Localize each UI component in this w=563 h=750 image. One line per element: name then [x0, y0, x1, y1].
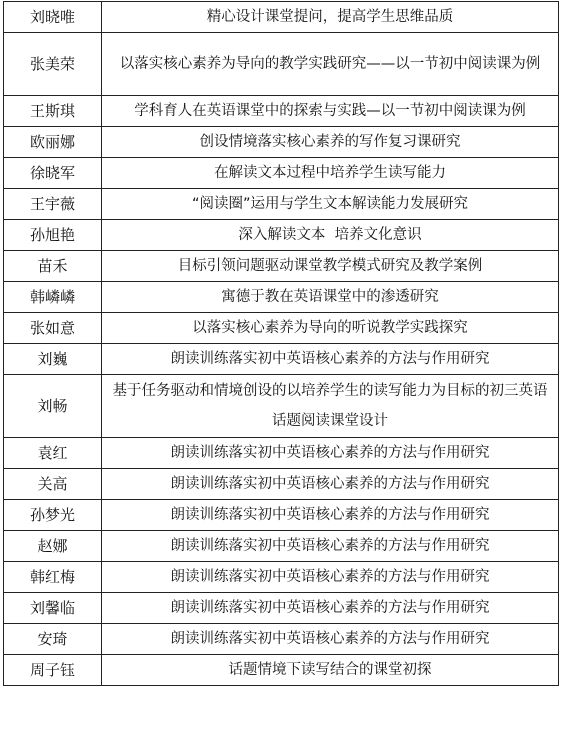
teacher-name-cell: 孙梦光 — [4, 500, 102, 531]
table-row — [4, 655, 559, 686]
table-body — [4, 2, 559, 686]
topic-title-cell: 在解读文本过程中培养学生读写能力 — [102, 158, 559, 189]
topic-title-cell: 目标引领问题驱动课堂教学模式研究及教学案例 — [102, 251, 559, 282]
table-row — [4, 220, 559, 251]
table-row — [4, 282, 559, 313]
topic-title-cell: 寓德于教在英语课堂中的渗透研究 — [102, 282, 559, 313]
table-row — [4, 469, 559, 500]
topic-title-cell: 朗读训练落实初中英语核心素养的方法与作用研究 — [102, 344, 559, 375]
teacher-name-cell: 刘馨临 — [4, 593, 102, 624]
topic-title-cell: 朗读训练落实初中英语核心素养的方法与作用研究 — [102, 469, 559, 500]
teacher-name-cell: 韩红梅 — [4, 562, 102, 593]
table-row — [4, 375, 559, 438]
teacher-name-cell: 袁红 — [4, 438, 102, 469]
topic-title-cell: 话题情境下读写结合的课堂初探 — [102, 655, 559, 686]
topic-title-cell: 朗读训练落实初中英语核心素养的方法与作用研究 — [102, 624, 559, 655]
topic-title-cell: 朗读训练落实初中英语核心素养的方法与作用研究 — [102, 562, 559, 593]
teacher-name-cell: 苗禾 — [4, 251, 102, 282]
table-row — [4, 438, 559, 469]
teacher-name-cell: 张美荣 — [4, 33, 102, 96]
topic-title-cell: 以落实核心素养为导向的教学实践研究——以一节初中阅读课为例 — [102, 33, 559, 96]
table-row — [4, 624, 559, 655]
topic-title-cell: 朗读训练落实初中英语核心素养的方法与作用研究 — [102, 531, 559, 562]
research-topics-table — [3, 1, 559, 686]
table-row — [4, 189, 559, 220]
teacher-name-cell: 张如意 — [4, 313, 102, 344]
table-row — [4, 500, 559, 531]
topic-title-cell: 朗读训练落实初中英语核心素养的方法与作用研究 — [102, 593, 559, 624]
teacher-name-cell: 安琦 — [4, 624, 102, 655]
topic-title-cell: 深入解读文本 培养文化意识 — [102, 220, 559, 251]
table-row — [4, 33, 559, 96]
table-row — [4, 313, 559, 344]
teacher-name-cell: 王斯琪 — [4, 96, 102, 127]
teacher-name-cell: 王宇薇 — [4, 189, 102, 220]
table-row — [4, 127, 559, 158]
teacher-name-cell: 赵娜 — [4, 531, 102, 562]
teacher-name-cell: 韩嶙嶙 — [4, 282, 102, 313]
table-row — [4, 96, 559, 127]
teacher-name-cell: 孙旭艳 — [4, 220, 102, 251]
table-row — [4, 593, 559, 624]
topic-title-cell: 学科育人在英语课堂中的探索与实践—以一节初中阅读课为例 — [102, 96, 559, 127]
table-row — [4, 344, 559, 375]
teacher-name-cell: 欧丽娜 — [4, 127, 102, 158]
teacher-name-cell: 周子钰 — [4, 655, 102, 686]
teacher-name-cell: 刘畅 — [4, 375, 102, 438]
teacher-name-cell: 刘巍 — [4, 344, 102, 375]
topic-title-cell: 精心设计课堂提问，提高学生思维品质 — [102, 2, 559, 33]
topic-title-cell: 以落实核心素养为导向的听说教学实践探究 — [102, 313, 559, 344]
topic-title-cell: 基于任务驱动和情境创设的以培养学生的读写能力为目标的初三英语话题阅读课堂设计 — [102, 375, 559, 438]
topic-title-cell: 朗读训练落实初中英语核心素养的方法与作用研究 — [102, 500, 559, 531]
teacher-name-cell: 关高 — [4, 469, 102, 500]
topic-title-cell: 朗读训练落实初中英语核心素养的方法与作用研究 — [102, 438, 559, 469]
table-row — [4, 158, 559, 189]
table-row — [4, 531, 559, 562]
table-row — [4, 562, 559, 593]
teacher-name-cell: 刘晓唯 — [4, 2, 102, 33]
topic-title-cell: “阅读圈”运用与学生文本解读能力发展研究 — [102, 189, 559, 220]
table-row — [4, 2, 559, 33]
topic-title-cell: 创设情境落实核心素养的写作复习课研究 — [102, 127, 559, 158]
teacher-name-cell: 徐晓军 — [4, 158, 102, 189]
table-row — [4, 251, 559, 282]
